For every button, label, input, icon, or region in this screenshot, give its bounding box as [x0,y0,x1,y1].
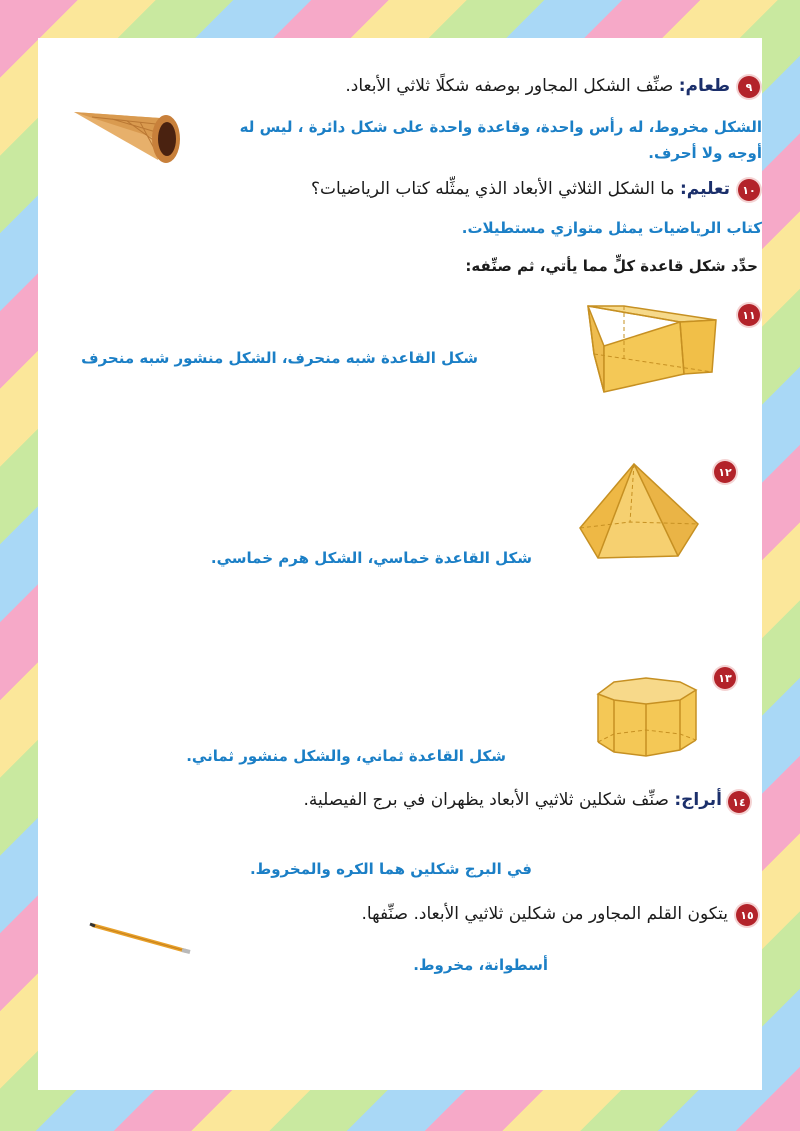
question-15 [362,904,728,924]
question-number-badge: ١١ [738,304,760,326]
question-text: صنِّف الشكل المجاور بوصفه شكلًا ثلاثي الأبعاد. [345,76,674,96]
answer-15: أسطوانة، مخروط. [413,956,548,974]
answer-11: شكل القاعدة شبه منحرف، الشكل منشور شبه منحرف [81,349,478,367]
pentagonal-pyramid-figure [578,462,704,562]
answer-13: شكل القاعدة ثماني، والشكل منشور ثماني. [186,747,506,765]
question-keyword: أبراج: [674,790,722,810]
question-number-badge: ١٤ [728,791,750,813]
question-number-badge: ١٢ [714,461,736,483]
answer-12: شكل القاعدة خماسي، الشكل هرم خماسي. [210,549,532,567]
question-number-badge: ١٣ [714,667,736,689]
answer-14: في البرج شكلين هما الكره والمخروط. [249,860,532,878]
question-text: صنِّف شكلين ثلاثيي الأبعاد يظهران في برج الفيصلية. [303,790,669,810]
question-text: ما الشكل الثلاثي الأبعاد الذي يمثِّله كتاب الرياضيات؟ [311,179,675,199]
question-10 [311,179,730,199]
question-text: يتكون القلم المجاور من شكلين ثلاثيي الأبعاد. صنِّفها. [361,904,728,924]
worksheet-page [38,38,762,1090]
question-number-badge: ١٠ [738,179,760,201]
question-keyword: طعام: [678,76,730,96]
answer-9: الشكل مخروط، له رأس واحدة، وقاعدة واحدة على شكل دائرة ، ليس له أوجه ولا أحرف. [239,118,762,162]
question-14 [303,790,722,810]
question-keyword: تعليم: [680,179,730,199]
question-number-frame [724,790,754,814]
question-number-badge: ١٥ [736,904,758,926]
octagonal-prism-figure [596,678,700,762]
question-number-badge: ٩ [738,76,760,98]
instruction: حدِّد شكل قاعدة كلٍّ مما يأتي، ثم صنِّفه: [465,257,758,275]
trapezoidal-prism-figure [584,302,724,402]
pencil-image [90,922,194,956]
question-9 [345,76,730,96]
answer-10: كتاب الرياضيات يمثل متوازي مستطيلات. [461,219,762,237]
ice-cream-cone-image [72,104,184,166]
